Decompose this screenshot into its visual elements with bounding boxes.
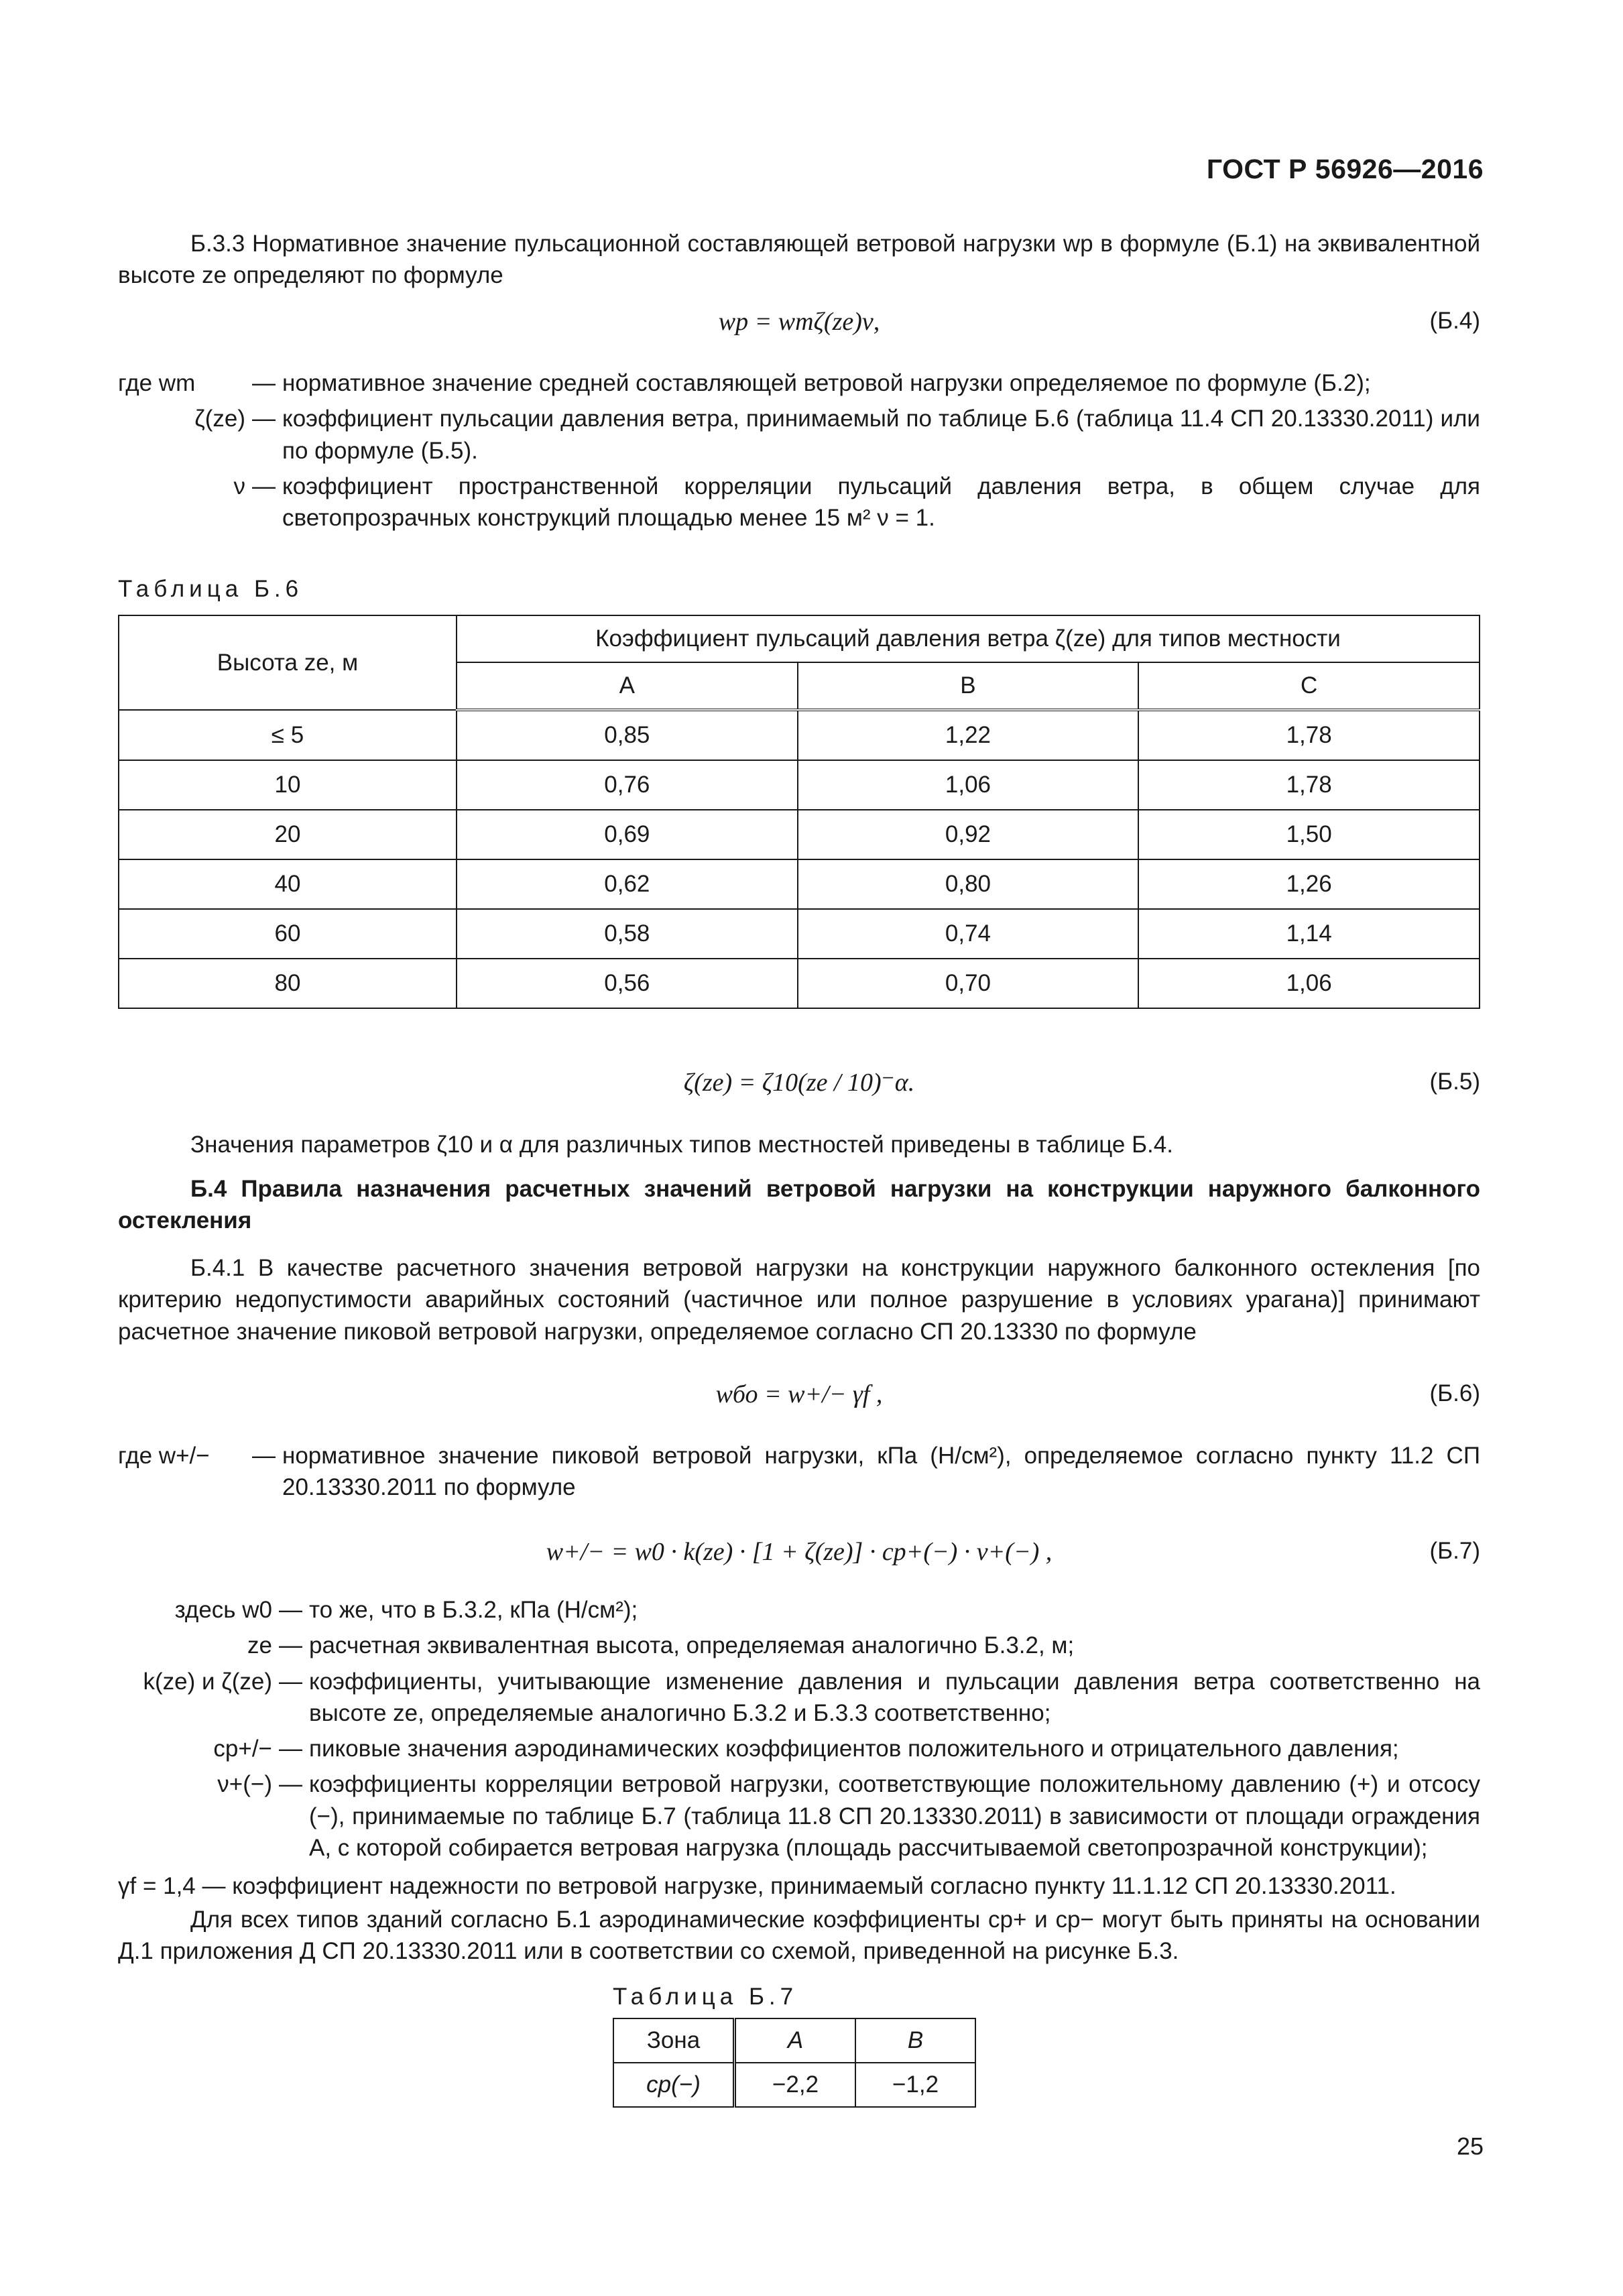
definition-dash: — bbox=[252, 406, 276, 432]
table-cell: 1,22 bbox=[798, 710, 1139, 760]
formula-b5-expression: ζ(ze) = ζ10(ze / 10)⁻α. bbox=[683, 1069, 915, 1097]
formula-b4 bbox=[118, 305, 1480, 339]
table-b6 bbox=[118, 615, 1480, 1009]
definition-dash: — bbox=[252, 473, 276, 499]
table-cell: 0,62 bbox=[457, 859, 798, 909]
table-cell: 80 bbox=[119, 959, 457, 1008]
definition-dash: — bbox=[279, 1668, 302, 1695]
definition-row bbox=[118, 1440, 1480, 1504]
table-row bbox=[613, 2018, 975, 2063]
definition-text: коэффициенты, учитывающие изменение давления и пульсации давления ветра соответственно на высоте ze, определяемые аналогично Б.3.2 и Б.3.3 соответственно; bbox=[309, 1668, 1480, 1726]
table-cell: 1,50 bbox=[1138, 810, 1480, 859]
definition-text: нормативное значение пиковой ветровой нагрузки, кПа (Н/см²), определяемое согласно пункту 11.2 СП 20.13330.2011 по формуле bbox=[282, 1443, 1480, 1501]
table-row bbox=[119, 710, 1480, 760]
definition-text: то же, что в Б.3.2, кПа (Н/см²); bbox=[309, 1597, 638, 1623]
table-cell: 1,78 bbox=[1138, 760, 1480, 810]
definition-text: коэффициент пульсации давления ветра, принимаемый по таблице Б.6 (таблица 11.4 СП 20.13330.2011) или по формуле (Б.5). bbox=[282, 406, 1480, 464]
definition-term: k(ze) и ζ(ze) bbox=[143, 1668, 272, 1695]
definition-term: ν bbox=[233, 473, 245, 499]
definition-term: ze bbox=[247, 1632, 272, 1659]
formula-b7 bbox=[118, 1535, 1480, 1569]
table-cell: 20 bbox=[119, 810, 457, 859]
table-b7 bbox=[613, 2018, 976, 2108]
definition-term: cp+/− bbox=[213, 1736, 272, 1762]
definitions-b7 bbox=[118, 1594, 1480, 1868]
definition-text: коэффициенты корреляции ветровой нагрузки, соответствующие положительному давлению (+) и отсосу (−), принимаемые по таблице Б.7 (таблица 11.8 СП 20.13330.2011) в зависимости от площади ограждения А, с которой собирается ветровая нагрузка (площадь рассчитываемой светопрозрачной конструкции); bbox=[309, 1771, 1480, 1861]
gamma-definition: γf = 1,4 — коэффициент надежности по ветровой нагрузке, принимаемый согласно пункту 11.1.12 СП 20.13330.2011. bbox=[118, 1873, 1396, 1899]
page-number: 25 bbox=[1456, 2132, 1484, 2160]
table-cell: 0,76 bbox=[457, 760, 798, 810]
table-cell: А bbox=[735, 2018, 856, 2063]
paragraph-b41: Б.4.1 В качестве расчетного значения ветровой нагрузки на конструкции наружного балконного остекления [по критерию недопустимости аварийных состояний (частичное или полное разрушение в условиях урагана)] принимают расчетное значение пиковой ветровой нагрузки, определяемое согласно СП 20.13330 по формуле bbox=[118, 1255, 1480, 1345]
definition-row bbox=[118, 1594, 1480, 1626]
definition-text: коэффициент пространственной корреляции пульсаций давления ветра, в общем случае для светопрозрачных конструкций площадью менее 15 м² ν = 1. bbox=[282, 473, 1480, 531]
definition-row bbox=[118, 471, 1480, 534]
definition-row bbox=[118, 367, 1480, 399]
formula-b7-expression: w+/− = w0 · k(ze) · [1 + ζ(ze)] · cp+(−) · ν+(−) , bbox=[546, 1538, 1053, 1566]
table-cell: 1,26 bbox=[1138, 859, 1480, 909]
definition-row bbox=[118, 1630, 1480, 1661]
formula-b5-number: (Б.5) bbox=[1429, 1069, 1480, 1095]
definition-dash: — bbox=[252, 370, 276, 396]
table-cell: cp(−) bbox=[613, 2063, 735, 2107]
definition-row bbox=[118, 1666, 1480, 1730]
table-row bbox=[119, 810, 1480, 859]
table-cell: 1,06 bbox=[798, 760, 1139, 810]
definition-dash: — bbox=[252, 1443, 276, 1469]
table-cell: 1,78 bbox=[1138, 710, 1480, 760]
formula-b4-expression: wp = wmζ(ze)ν, bbox=[718, 308, 880, 336]
paragraph-final: Для всех типов зданий согласно Б.1 аэродинамические коэффициенты cp+ и cp− могут быть приняты на основании Д.1 приложения Д СП 20.13330.2011 или в соответствии со схемой, приведенной на рисунке Б.3. bbox=[118, 1907, 1480, 1965]
table-cell: 1,06 bbox=[1138, 959, 1480, 1008]
table-cell: −1,2 bbox=[855, 2063, 975, 2107]
definition-row bbox=[118, 1768, 1480, 1864]
table-b6-col-b: В bbox=[798, 662, 1139, 710]
table-b6-caption: Таблица Б.6 bbox=[118, 576, 304, 602]
definitions-b6 bbox=[118, 1440, 1480, 1508]
definition-dash: — bbox=[279, 1597, 302, 1623]
formula-b6 bbox=[118, 1378, 1480, 1411]
table-cell: 0,69 bbox=[457, 810, 798, 859]
table-cell: ≤ 5 bbox=[119, 710, 457, 760]
table-row bbox=[613, 2063, 975, 2107]
table-cell: 10 bbox=[119, 760, 457, 810]
document-header: ГОСТ Р 56926—2016 bbox=[1206, 154, 1484, 184]
table-cell: В bbox=[855, 2018, 975, 2063]
table-b6-col-c: С bbox=[1138, 662, 1480, 710]
formula-b6-number: (Б.6) bbox=[1429, 1380, 1480, 1406]
formula-b6-expression: wбо = w+/− γf , bbox=[715, 1380, 883, 1408]
definition-dash: — bbox=[279, 1771, 302, 1798]
table-b6-col-a: А bbox=[457, 662, 798, 710]
table-b6-height-header: Высота ze, м bbox=[119, 615, 457, 710]
definition-term: где w+/− bbox=[118, 1443, 210, 1469]
table-cell: −2,2 bbox=[735, 2063, 856, 2107]
definition-dash: — bbox=[279, 1736, 302, 1762]
formula-b4-number: (Б.4) bbox=[1429, 308, 1480, 334]
table-cell: 60 bbox=[119, 909, 457, 959]
table-cell: 1,14 bbox=[1138, 909, 1480, 959]
definition-row bbox=[118, 403, 1480, 467]
table-cell: 40 bbox=[119, 859, 457, 909]
definition-text: пиковые значения аэродинамических коэффициентов положительного и отрицательного давления; bbox=[309, 1736, 1399, 1762]
paragraph-b5-note: Значения параметров ζ10 и α для различных типов местностей приведены в таблице Б.4. bbox=[190, 1132, 1173, 1158]
table-cell: 0,92 bbox=[798, 810, 1139, 859]
table-row bbox=[119, 760, 1480, 810]
definition-term: где wm bbox=[118, 370, 196, 396]
definition-term: ν+(−) bbox=[217, 1771, 272, 1798]
definitions-b4 bbox=[118, 367, 1480, 538]
definition-term: ζ(ze) bbox=[194, 406, 245, 432]
section-heading-b4: Б.4 Правила назначения расчетных значений ветровой нагрузки на конструкции наружного балконного остекления bbox=[118, 1176, 1480, 1234]
table-row bbox=[119, 909, 1480, 959]
table-cell: 0,70 bbox=[798, 959, 1139, 1008]
table-cell: Зона bbox=[613, 2018, 735, 2063]
definition-text: расчетная эквивалентная высота, определяемая аналогично Б.3.2, м; bbox=[309, 1632, 1075, 1659]
definition-term: здесь w0 bbox=[174, 1597, 272, 1623]
table-cell: 0,80 bbox=[798, 859, 1139, 909]
formula-b7-number: (Б.7) bbox=[1429, 1538, 1480, 1564]
definition-text: нормативное значение средней составляющей ветровой нагрузки определяемое по формуле (Б.2); bbox=[282, 370, 1371, 396]
table-row bbox=[119, 859, 1480, 909]
table-b6-group-header: Коэффициент пульсаций давления ветра ζ(ze) для типов местности bbox=[457, 615, 1480, 662]
table-cell: 0,56 bbox=[457, 959, 798, 1008]
formula-b5 bbox=[118, 1066, 1480, 1099]
table-cell: 0,85 bbox=[457, 710, 798, 760]
table-row bbox=[119, 959, 1480, 1008]
table-cell: 0,58 bbox=[457, 909, 798, 959]
table-cell: 0,74 bbox=[798, 909, 1139, 959]
table-b7-caption: Таблица Б.7 bbox=[613, 1984, 798, 2010]
definition-row bbox=[118, 1733, 1480, 1764]
paragraph-b33: Б.3.3 Нормативное значение пульсационной составляющей ветровой нагрузки wp в формуле (Б.1) на эквивалентной высоте ze определяют по формуле bbox=[118, 231, 1480, 289]
definition-dash: — bbox=[279, 1632, 302, 1659]
